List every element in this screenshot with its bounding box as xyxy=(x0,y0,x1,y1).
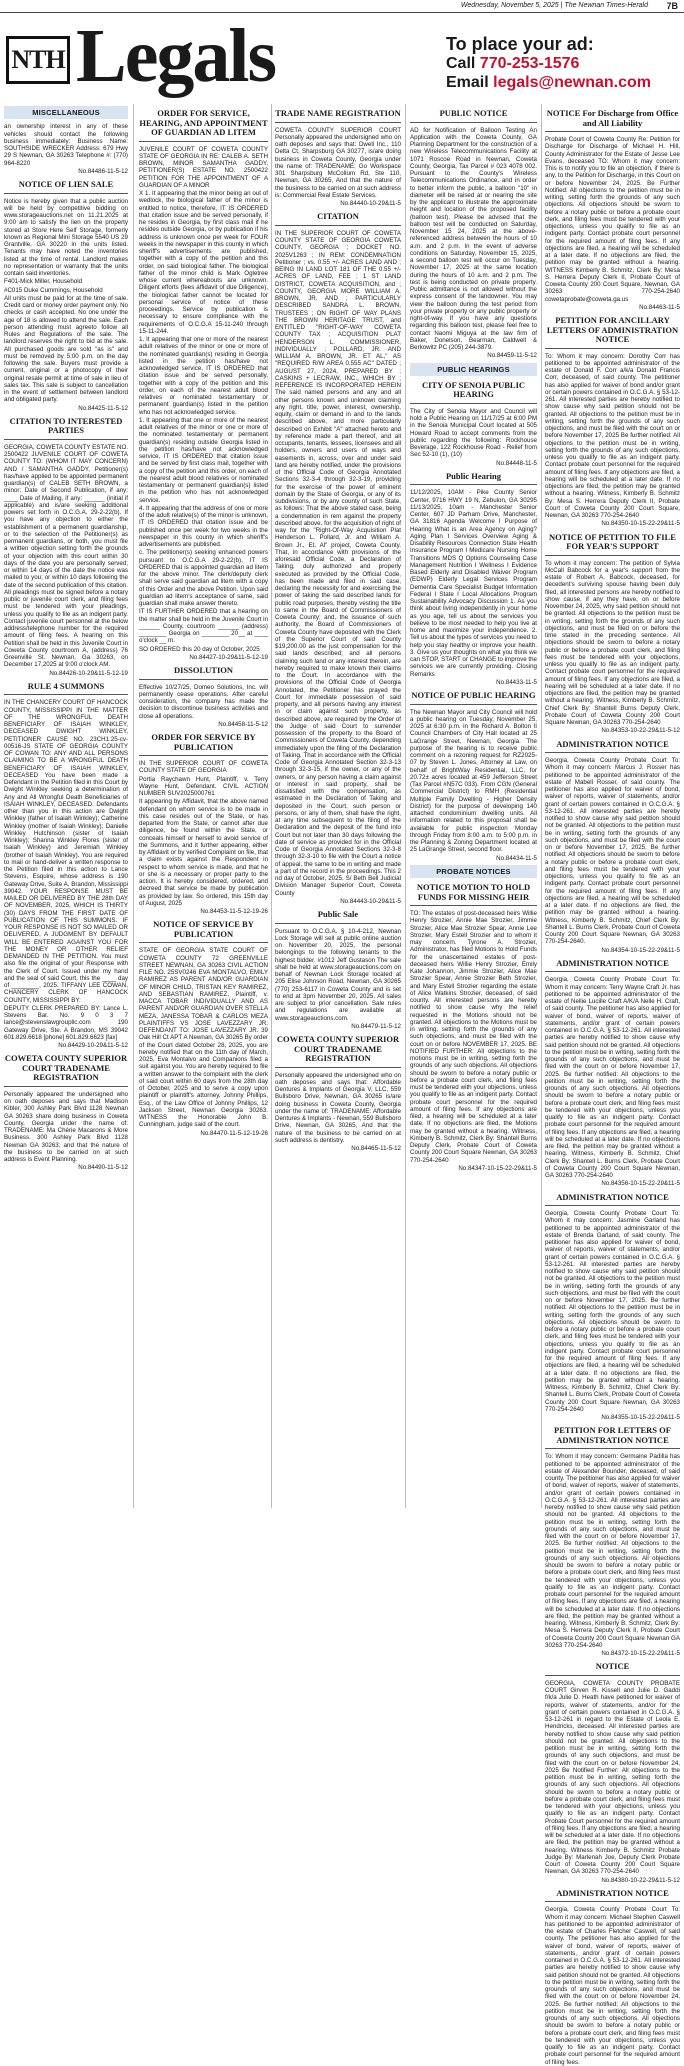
call-label: Call xyxy=(446,55,480,72)
notice-heading: ADMINISTRATION NOTICE xyxy=(545,959,680,973)
notice-body: IT IS FURTHER ORDERED that a hearing on the matter shall be held in the Juvenile Court in ______ County, courtroom ______ (address) ________ Georgia on ________ 20__ at ____ o'clock __ m. xyxy=(139,608,268,645)
notice-reference: No.84465-11-5-12 xyxy=(351,1145,401,1152)
notice-heading: COWETA COUNTY SUPERIOR COURT TRADENAME REGISTRATION xyxy=(275,1035,401,1068)
nth-logo: NTH xyxy=(6,36,70,84)
notice-reference: No.84427-10-29&11-5-12-19 xyxy=(189,653,268,661)
legal-column-2 xyxy=(139,104,268,1508)
column-divider xyxy=(271,104,272,1508)
notice-body: 4. It appearing that the address of one or more of the adult relative(s) of the minor is unknown, IT IS ORDERED that citation issue and be published once per week for two weeks in the newspaper in this county in which sheriff's advertisements are published. xyxy=(139,504,268,548)
notice-body: Georgia, Coweta County Probate Court To: Whom it may concern: Jasmine Garland has petitioned to be appointed administrator of the estate of Brenda Garland, of said county. The petitioner has also applied for waiver of bond, waiver of reports, waiver of statements, and/or grant of certain powers contained in O.C.G.A. § 53-12-261. All interested parties are hereby notified to show cause why said petition should not be granted. All objections to the petition must be in writing, setting forth the grounds of any such objections, and must be filed with the court on or before November 17, 2025. Be further notified: All objections to the petition must be in writing, setting forth the grounds of any such objections. All objections should be sworn to before a notary public or before a probate court clerk, and filing fees must be tendered with your objections, unless you qualify to file as an indigent party. Contact probate court personnel for the required amount of filing fees. If any objections are filed, a hearing will be scheduled at a later date. If no objections are filed, the petition may be granted without a hearing. Witness, Kimberly B. Schmitz, Chief Clerk By: Shantell L. Burns Clerk, Probate Court of Coweta County 200 Court Square Newnan, GA 30263 770-254-2640 xyxy=(545,1210,680,1413)
notice-reference: No.84429-10-29&11-5-12 xyxy=(58,1042,128,1049)
notice-body: STATE OF GEORGIA STATE COURT OF COWETA COUNTY 72 GREENVILLE STREET NEWNAN, GA 30263 CIVIL ACTION FILE NO. 25SV0246 EVA MONTALVO, EMILY RAMIREZ AS PARENT AND/OR GUARDIAN OF MINOR CHILD, TRISTAN KEY RAMIREZ, AND SEBASTIAN RAMIREZ, Plaintiff, v. MACCA TOBAR INDIVIDUALLY AND AS PARENT AND/OR GUARDIAN OVER STELLA MEZA, JANESSA TOBAR & CARLOS MEZA PLAINTIFFS VS JOSE LAVEZZARY JR. DEFENDANT TO: JOSE LAVEZZARY JR. 39 Oak Hill Ct APT A Newnan, GA 30265 By order of the Court dated October 28, 2025, you are hereby notified that on the 11th day of March, 2025, Eva Montalvo and Companions filed a suit against you. You are hereby required to file a written answer to the complaint with the clerk of said court within 60 days from the 28th day of October, 2025 and to serve a copy upon plaintiff or plaintiff's attorney, Johnny Phillips, Esq., of the Law Office of Johnny Phillips, 12 Jackson Street, Newnan Georgia 30263. WITNESS the Honorable John B. Cunningham, judge said of the court. xyxy=(139,947,268,1129)
notice-reference: No.84354-10-15-22-29&11-5 xyxy=(601,946,680,954)
notice-body: DEPUTY CLERK PREPARED BY: Lance L. Stevens Bar. No. 9 0 3 7 lance@stevenslawgroupllc.com 190 Gateway Drive, Ste. A Brandon, MS 39042 601.829.6618 [phone] 601.829.6623 [fax] xyxy=(4,1004,128,1041)
notice-body: Notice is hereby given that a public auction will be held by competitive bidding on www.storageauctions.net on 11.21.2025 at 9:00 am to satisfy the lien on the property stored at Store Here Self Storage, formerly known as Regional Mini Storage 5540 US 29 Grantville, GA 30220 in the units listed. Tenants may have noted the inventories listed at the time of rental. Landlord makes no representation or warranty that the units contain said inventories. xyxy=(4,197,128,277)
notice-heading: ADMINISTRATION NOTICE xyxy=(545,740,680,754)
notice-heading: RULE 4 SUMMONS xyxy=(4,682,128,696)
notice-body: 1. It appearing that one or more of the nearest adult relatives of the minor or one or more of the nominated testamentary or permanent guardian(s) residing outside Georgia listed in the petition has/have not acknowledged service, IT IS ORDERED that citation issue and be served by first class mail, together with a copy of the petition and this order, on each of the nearest adult blood relatives or nominated testamentary or permanent guardian(s) listed in the petition who has not acknowledged service. xyxy=(139,416,268,504)
masthead xyxy=(0,14,684,100)
notice-body: F401-Mick Miller, Household xyxy=(4,278,83,286)
notice-heading: DISSOLUTION xyxy=(139,666,268,680)
notice-reference: No.84463-11-5 xyxy=(639,303,680,311)
notice-reference: No.84459-11-5-12 xyxy=(487,352,537,360)
notice-heading: COWETA COUNTY SUPERIOR COURT TRADENAME REGISTRATION xyxy=(4,1054,128,1087)
notice-body: Effective 10/27/25, Domeo Solutions, Inc. will permanently cease operations. After careful consideration, the company has made the decision to discontinue business activities and close all operations. xyxy=(139,683,268,720)
notice-body: 11/12/2025, 10AM - Pike County Senior Center, 9716 HWY 19 N, Zebulon, GA 30295 11/13/2025, 10am - Manchester Senior Center, 607 JD Parham Drive, Manchester, GA 31816 Agenda Welcome I Purpose of Hearing What is an Area Agency on Aging? Aging Plan I Services Overview Aging & Disability Resources Connection State Health Insurance Program I Medicare Nursing Home Transitions MDS Q Options Counseling Case Management Nutrition I Wellness I Evidence Based Elderly and Disabled Waiver Program (EDWP) Elderly Legal Services Program Dementia Care Specialist Budget Information Federal I State I Local Allocations Program Sustainability Advocacy Discussion 1. As you think about living independently in your home as you age, tell us about the services you believe to be most needed to help you live at home and maximize your independence. 2. Tell us about the types of services you need to help you stay healthy or improve your health. 3. Give us your thoughts on what you think we can STOP, START or CHANGE to improve the services we are currently providing. Closing Remarks xyxy=(410,489,538,678)
email-link[interactable]: legals@newnan.com xyxy=(493,74,652,91)
notice-reference: No.84479-11-5-12 xyxy=(351,1022,401,1030)
notice-body: c. The petitioner(s) seeking enhanced powers pursuant to O.C.G.A 29-2-22(b), IT IS ORDERED that is appointed guardian ad litem for the above minor. The clerk/deputy clerk shall serve said guardian ad litem with a copy of this Order and the above Petition. Upon said guardian ad litem's acceptance of same, said guardian shall make answer thereto. xyxy=(139,549,268,607)
notice-reference: No.84380-10-22-29&11-5-12 xyxy=(601,1876,680,1884)
notice-heading: CITATION xyxy=(275,212,401,226)
notice-reference: No.84433-11-5 xyxy=(496,678,537,686)
notice-body: Probate Court of Coweta County Re: Petition for Discharge for Discharge of Michael H. Hill, County Administrator for the Estate of Jesse Lee Evans, deceased TO: Whom it may concern: This is to notify you to file an objection, if there is any, to the Petition for Discharge, in this Court on or before November 24, 2025. Be Further Notified: All objections to the petition must be in writing, setting forth the grounds of any such objections. All objections should be sworn to before a notary public or before a probate court clerk, and filing fees must be tendered with your objections, unless you qualify to file as an indigent party. Contact probate court personnel for the required amount of filing fees. If any objections are filed, a hearing will be scheduled at a later date. If no objections are filed, the petition may be granted without a hearing. WITNESS Kimberly B. Schmitz, Clerk By: Mesa S. Herrera Deputy Clerk II, Probate Court of Coweta County 200 Court Square, Newnan, GA 30263 770-254-2640 cowetaprobate@coweta.ga.us xyxy=(545,136,680,303)
notice-heading: PUBLIC NOTICE xyxy=(410,109,537,123)
legal-column-3 xyxy=(275,104,401,1508)
phone-number[interactable]: 770-253-1576 xyxy=(479,55,580,72)
notice-reference: No.84372-10-15-22-29&11-5 xyxy=(601,1650,680,1657)
notice-body: GEORGIA, COWETA COUNTY PROBATE COURT Girven R. Kissell and Julie D. Gaddi f/k/a Julie D. Heath have petitioned for waiver of reports, waiver of statements, and/or for the grant of certain powers contained in O.C.G.A. § 53-12-261 in regard to the Estate of Leola E. Hendricks, deceased. All interested parties are hereby notified to show cause why said petition should not be granted. All objections to the petition must be in writing, setting forth the grounds of any such objections, and must be filed with the court on or before November 24, 2025 Be Notified Further: All objections to the petition must be in writing, setting forth the grounds of any such objections. All objections should be sworn to before a notary public or before a probate court clerk, and filing fees must be tendered with your objections, unless you qualify to file as an indigent party. Contact Probate Court personnel for the required amount of filing fees. If any objections are filed, a hearing will be scheduled at a later date. If no objections are filed, the petition may be granted without a hearing. Witness Kimberly B. Schmitz Probate Judge By: Marlenah Joe, Deputy Clerk Probate Court of Coweta County 200 Court Square Newnan, GA 30263 770-254-2640 xyxy=(545,1679,680,1876)
notice-body: X 1. It appearing that the minor being an out of wedlock, the biological father of the minor is entitled to notice, therefore, IT IS ORDERED that citation issue and be served personally, if he resides in Georgia, by first class mail if he resides outside Georgia, or by publication if his address is unknown once per week for FOUR weeks in the newspaper in this county in which sheriff's advertisements are published, together with a copy of the petition and this order, on said biological father. The biological father of the minor child is Mark Ogletree whose current whereabouts are unknown. Diligent efforts (fees affidavit of due Diligence), the biological father cannot be located for personal service of notice of these proceedings. Service by publication is necessary to ensure compliance with the requirements of O.C.G.A 15-11-240 through 15-11-244. xyxy=(139,190,268,335)
notice-heading: NOTICE OF PUBLIC HEARING xyxy=(410,691,537,705)
notice-body: an ownership interest in any of these vehicles should contact the following business immediately: Business Name: SOUTHSIDE WRECKER Address: 679 Hwy 29 S Newnan, GA 30263 Telephone #: (770) 964-8220 xyxy=(4,123,128,167)
notice-body: COWETA COUNTY SUPERIOR COURT Personally appeared the undersigned who on oath deposes and says that: Dwell Inc., 110 Delta Ct, Sharpsburg GA 30277, is/are doing business in Coweta County, Georgia under the name of: TRADENAME: Go Workspace 301 Sharpsburg McCollum Rd, Ste 110, Newnan, GA 30265, And that the nature of the business to be carried on at such address is: Commercial Real Estate Services. xyxy=(275,126,401,199)
notice-body: Pursuant to O.C.G.A. § 10-4-212, Newnan Lock Storage will sell at public online auction on November 20, 2025, the personal belongings to the following tenants to the highest bidder. #1012 Jeff Gustason The sale shall be held at www.storageauctions.com on behalf of Newnan Lock Storage located at 205 Elise Johnson Road, Newnan, GA 30265 (770) 253-6117 in Coweta County and is set to end at 3pm November 20, 2025. All sales are subject to prior cancellation. Sale rules and regulations are available at www.storageauctions.com. xyxy=(275,927,401,1022)
notice-body: Personally appeared the undersigned who on oath deposes and says that: Affordable Dentures & Implants of Georgia V, LLC, 559 Bullsboro Drive, Newnan, GA 30265 is/are doing business in Coweta County, Georgia under the name of: TRADENAME: Affordable Dentures & Implants - Newnan, 559 Bullsboro Drive, Newnan, GA 30265, And that the nature of the business to be carried on at such address is dentistry. xyxy=(275,1071,401,1144)
notice-reference: No.84440-10-29&11-5 xyxy=(340,200,401,207)
notice-body: The City of Senoia Mayor and Council will hold a Public Hearing on 11/17/25 at 6:00 PM in the Senoia Municipal Court located at 505 Howard Road to accept comments from the public regarding the following: Rockhouse Beverage, 122 Rockhouse Road - Relief from Sec 52-10 (1), (10) xyxy=(410,407,537,459)
notice-heading: NOTICE OF SERVICE BY PUBLICATION xyxy=(139,920,268,943)
notice-body: GEORGIA, COWETA COUNTY ESTATE NO. 2500422 JUVENILE COURT OF COWETA COUNTY TO: (WHOM IT MAY CONCERN) AND / SAMANTHA GADDY, Petitioner(s) has/have applied to be appointed permanent guardian(s) of CALEB SETH BROWN, a minor; Date of Second Publication, if any: ____ Date of Mailing, if any: ______ (initial if applicable) and is/are seeking additional powers set forth in O.C.G.A. 29-2-22(b). If you have any objection to either the establishment of a permanent guardianship, or to the selection of the Petitioner(s) as permanent guardians, or both, you must file a written objection setting forth the grounds of your objection with this court within 30 days of the date you are personally served; or within 14 days of the date the notice was mailed to you; or within 10 days following the date of the second publication of this citation. All pleadings must be signed before a notary public or juvenile court clerk, and filing fees must be tendered with your pleadings, unless you qualify to file as an indigent party. Contact juvenile court personnel at the below address/telephone number for the required amount of filing fees. A hearing on this Petition shall be held in this Juvenile Court in Coweta County courtroom A, (address) 76 Greenville St. Newnan, Ga 30263, on December 17,2025 at 9:00 o'clock AM. xyxy=(4,443,128,669)
notice-body: 1. It appearing that one or more of the nearest adult relatives of the minor or one or more of the nominated guardian(s) residing in Georgia listed in the petition has/have not acknowledged service, IT IS ORDERED that citation issue and be served personally, together with a copy of the petition and this order, on each of the nearest adult blood relatives or nominated testamentary or permanent guardian(s) listed in the petition who has not acknowledged service. xyxy=(139,336,268,416)
notice-body: AD for Notification of Balloon Testing An Application with the Coweta County, GA Planning Department for the construction of a new Wireless Telecommunications Facility at 1071 Roscoe Road in Newnan, Coweta County, Georgia, Tax Parcel # 023 4078 002. Pursuant to the County's Wireless Telecommunications Ordinance, and in order to better inform the public, a balloon "10" in diameter will be raised at or nearing the site by the applicant to illustrate the approximate height and location of the proposed facility (balloon test). Please be advised that the balloon test will be conducted on Saturday, November 15 24, 2025 at the above-referenced address between the hours of 10 a.m. and 2 p.m. In the event of adverse conditions on Saturday, November 15, 2025, a second balloon test will occur on Tuesday, November 17, 2025 at the same location during the hours of 10 a.m. and 2 p.m. The test is being conducted on private property. Public admittance is not allowed without the express consent of the landowner. You may view the balloon during the test period from your private property or any public property or right-of-way. If you have any questions regarding this balloon test, please feel free to contact Naomi Miguya at the law firm of Baker, Donelson, Bearman, Caldwell & Berkowitz PC (205) 244-3879. xyxy=(410,126,537,351)
notice-heading: ORDER FOR SERVICE, HEARING, AND APPOINTMENT OF GUARDIAN AD LITEM xyxy=(139,109,268,142)
notice-body: To: Whom it may concern: Dorothy Corr has petitioned to be appointed administrator of the estate of Donald F. Corr a/k/a Donald Francis Corr, deceased, of said county. The petitioner has also applied for waiver of bond and/or grant or certain powers contained in O.C.G.A. § 53-12-261. All interested parties are hereby notified to show cause why said petition should not be granted. All objections to the petition must be in writing, setting forth the grounds of any such objections, and must be filed with the court on or before November 17, 2025 Be further notified: All objections to the petition must be in writing, setting forth the grounds of any such objections, unless you qualify to file as an indigent party. Contact probate court personnel for the required amount of filing fees. If any objections are filed, a hearing will be scheduled at a later date. If no objections are filed, the petition may be granted without a hearing. Witness, Kimberly B. Schmitz By: Mesa S. Herrera Deputy Clerk II, Probate Court of Coweta County 200 Court Square, Newnan, GA 30263 770-254-2640 xyxy=(545,352,680,519)
notice-reference: No.84453-11-5-12-19-26 xyxy=(200,908,268,915)
notice-reference: No.84486-11-5-12 xyxy=(78,167,128,175)
column-divider xyxy=(133,104,134,1508)
section-banner: PUBLIC HEARINGS xyxy=(410,363,537,376)
notice-reference: No.84347-10-15-22-29&11-5 xyxy=(458,1164,537,1172)
notice-reference: No.84458-11-5-12 xyxy=(218,720,268,728)
notice-heading: PETITION FOR LETTERS OF ADMINISTRATION NOTICE xyxy=(545,1426,680,1449)
notice-reference: No.84443-10-29&11-5 xyxy=(340,897,401,905)
notice-reference: No.84448-11-5 xyxy=(496,459,537,467)
notice-reference: No.84355-10-15-22-29&11-5 xyxy=(601,1414,680,1421)
notice-body: TO: The estates of post-deceased heirs Willie Henry Strozier, Annie Mae Strozier, Jimmie Strozier, Alice Mae Strozier Spear, Annie Lee Strozier, Mary Estell Strozier and to whom it may concern. Tyrone A. Strozier, Administrator, has filed Motions to Hold Funds for the unascertained estates of post-deceased heirs Willie Henry Strozier, Emily Kate Johannon, Jimmie Strozier, Alice Mae Strozier Spear, Annie Strozier Beth Strozier, and Mary Estell Strozier regarding the estate of Alice Watkins Strozier, deceased, of said county. All interested persons are hereby notified to show cause why the relief requested in the Motions should not be granted. All objections to the Motions must be in writing, setting forth the grounds of any such objections, and must be filed with the court on or before NOVEMBER 17, 2025. BE NOTIFIED FURTHER: All objections to the motions must be in writing, setting forth the grounds of any such objections. All objections should be sworn to before a notary public or before a probate court clerk, and filing fees must be tendered with your objections, unless you qualify to file as an indigent party. Contact probate court personnel for the required amount of filing fees. If any objections are filed, a hearing will be scheduled at a later date. If no objections are filed, the Motions may be granted without a hearing. Wiltness, Kimberly B. Schmitz, Clerk By: Shantell Burns Deputy Clerk, Probate Court of Coweta County 200 Court Square Newnan, GA 30263 770-254-2640 xyxy=(410,910,537,1164)
notice-body: To: Whom it may concern: Germaine Padilla has petitioned to be appointed administrator of the estate of Alexander Bounder, deceased, of said county. The petitioner has also applied for waiver of bond, waiver of reports, waiver of statements, and/or grant of certain powers contained in O.C.G.A. § 53-12-261. All interested parties are hereby notified to show cause why said petition should not be granted. All objections to the petition must be in writing, setting forth the grounds of any such objections, and must be filed with the court on or before November 17, 2025. Be further notified: All objections to the petition must be in writing, setting forth the grounds of any such objections. All objections should be sworn to before a notary public or before a probate court clerk, and filing fees must be tendered with your objections, unless you qualify to file as an indigent party. Contact probate court personnel for the required amount of filing fees. If any objections are filed, a hearing will be scheduled at a later date. If no objections are filed, the petition may be granted without a hearing. Witness, Kimberly B. Schmitz, Clerk By: Mesa S. Herrera Deputy Clerk II, Probate Court of Coweta County 200 Court Square Newnan GA 30263 770-254-2640 xyxy=(545,1453,680,1649)
notice-body: Georgia, Coweta County Probate Court To: Whom it may concern: Terry Wayne Craft Jr. has petitioned to be appointed administrator of the estate of Nellie Lucille Craft A/K/A Nelle H. Craft, of said county. The petitioner has also applied for waiver of bond, waiver of reports, waiver of statements, and/or grant of certain powers contained in O.C.G.A. § 53-12-261. All interested parties are hereby notified to show cause why said petition should not be granted. All objections to the petition must be in writing, setting forth the grounds of any such objections, and must be filed with the court on or before November 17, 2025. Be further notified: All objections to the petition must be in writing, setting forth the grounds of any such objections. All objections should be sworn to before a notary public or before a probate court clerk, and filing fees must be tendered with your objections, unless you qualify to file as an indigent party. Contact probate court personnel for the required amount of filing fees. If any objections are filed, a hearing will be scheduled at a later date. If no objections are filed, the petition may be granted without a hearing. Witness, Kimberly B. Schmitz, Chief Clerk By: Shantell L. Burns Clerk, Probate Court of Coweta County 200 Court Square Newnan, GA 30263 770-254-2640 xyxy=(545,976,680,1179)
notice-heading: CITATION TO INTERESTED PARTIES xyxy=(4,417,128,440)
notice-heading: NOTICE OF LIEN SALE xyxy=(4,180,128,194)
email-label: Email xyxy=(446,74,494,91)
notice-body: Portia Raychawn Hunt, Plaintiff, v. Terry Wayne Hunt, Defendant. CIVIL ACTION NUMBER SUV2025000761 xyxy=(139,775,268,797)
place-ad-box xyxy=(446,34,682,92)
notice-body: IN THE SUPERIOR COURT OF COWETA COUNTY STATE OF GEORGIA xyxy=(139,760,268,775)
legal-column-4 xyxy=(410,104,537,1508)
notice-body: To whom it may concern: The petition of Sylvia McCall Babcock for a year's support from the estate of Robert A. Babcock, deceased, for decedent's surviving spouse having been duly filed, all interested persons are hereby notified to show cause, if any they have, on or before November 24, 2025, why said petition should not be granted. All objections to the petition must be in writing, setting forth the grounds of any such objections, and must be filed on or before the time stated in the preceding sentence. All objections should be sworn to before a notary public or before a probate court clerk, and filing fees must be tendered with your objections, unless you qualify to file as an indigent party. Contact probate court personnel for the required amount of filing fees. If any objections are filed, a hearing will be scheduled at a later date. If no objections are filed, the petition may be granted without a hearing. Witness, Kimberly B. Schmitz, Chief Clerk By: Shantell Burns Deputy Clerk, Probate Court of Coweta County 200 Court Square Newnan, GA 30263 770-254-2640 xyxy=(545,559,680,726)
issue-date-line: Wednesday, November 5, 2025 | The Newnan Times-Herald xyxy=(460,2,648,9)
section-banner: PROBATE NOTICES xyxy=(410,865,537,878)
column-divider xyxy=(541,104,542,1508)
place-ad-heading: To place your ad: xyxy=(446,34,594,54)
notice-body: IN THE CHANCERY COURT OF HANCOCK COUNTY, MISSISSIPPI IN THE MATTER OF THE WRONGFUL DEATH BENEFICIARY OF ISAIAH WINKLEY, DECEASED DWIGHT WINKLEY, PETITIONER CAUSE NO. 23CH1:25-cv-00516-JS STATE OF GEORGIA COUNTY OF COWAN TO: ANY AND ALL PERSONS CLAIMING TO BE A WRONGFUL DEATH BENEFICIARY OF ISAIAH WINKLEY, DECEASED You have been made a Defendant in the Petition filed in this Court by Dwight Winkley seeking a determination of Any and All Wrongful Death Beneficiaries of ISAIAH WINKLEY, DECEASED. Defendants other than you in this action are Dwight Winkley (father of Isaiah Winkley); Catherine Winkley (mother of Isaiah Winkley); Danielle Winkley Hutchinson (sister of Isaiah Winkley); Shanna Winkley Flores (sister of Isaiah Winkley) and Jeremiah Winkley (brother of Isaiah Winkley). You are required to mail or hand-deliver a written response to the Petition filed in this action to Lance Stevens, Esquire, whose address is 190 Gateway Drive, Suite A, Brandon, Mississippi 39042. YOUR RESPONSE MUST BE MAILED OR DELIVERED BY THE 28th DAY OF NOVEMBER, 2025, WHICH IS THIRTY (30) DAYS FROM THE FIRST DATE OF PUBLICATION OF THIS SUMMONS. IF YOUR RESPONSE IS NOT SO MAILED OR DELIVERED, A JUDGMENT BY DEFAULT WILL BE ENTERED AGAINST YOU FOR THE MONEY OR OTHER RELIEF DEMANDED IN THE PETITION. You must also file the original of your Response with the Clerk of Court. Issued under my hand and the seal of said Court, this the ____ day of ________, 2025. TIFFANY LEE COWAN, CHANCERY CLERK OF HANCOCK COUNTY, MISSISSIPPI BY: xyxy=(4,699,128,1004)
notice-heading: ADMINISTRATION NOTICE xyxy=(545,1889,680,1903)
notice-body: Georgia, Coweta County Probate Court To: Whom it may concern: Michael Stephen Caswell has petitioned to be appointed administrator of the estate of Charles Fletcher Caswell, of said county. The petitioner has also applied for the waiver of bond, waiver of reports, waiver of statements, and/or grant of certain powers contained in O.C.G.A. § 53-12-261. All interested parties are hereby notified to show cause why said petition should not be granted. All objections to the petition must be in writing, setting forth the grounds of any such objections, and must be filed with the court on or before November 24, 2025. Be further notified: All objections to the petition must be in writing, setting forth the grounds of any such objections. All objections should be sworn to before a notary public or before a probate court clerk, and filing fees must be tendered with your objections, unless you qualify to file as an indigent party. Contact probate court personnel for the required amount of filing fees. xyxy=(545,1906,680,2066)
notice-reference: No.84470-11-5-12-19-26 xyxy=(200,1129,268,1137)
notice-body: Georgia, Coweta County Probate Court To: Whom it may concern: Marcus J. Rosser has petitioned to be appointed administrator of the estate of Mabell Rosser, of said county. The petitioner has also applied for waiver of bond, waiver of reports, waiver of statements, and/or grant of certain powers contained in O.C.G.A. § 53-12-261. All interested parties are hereby notified to show cause why said petition should not be granted. All objections to the petition must be in writing, setting forth the grounds of any such objections, and must be filed with the court on or before November 17, 2025. Be further notified: All objections should be sworn to before a notary public or before a probate court clerk, and filing fees must be tendered with your objections, unless you qualify to file as an indigent party. Contact probate court personnel for the required amount of filing fees. If any objections are filed, a hearing will be scheduled at a later date. If no objections are filed, the petition may be granted without a hearing. Witness, Kimberly B. Schmitz, Chief Clerk By: Shantell L. Burns Clerk, Probate Court of Coweta County 200 Court Square Newnan, GA 30263 770-254-2640. xyxy=(545,757,680,946)
notice-heading: PETITION FOR ANCILLARY LETTERS OF ADMINISTRATION NOTICE xyxy=(545,316,680,349)
email-line xyxy=(446,73,682,92)
notice-heading: CITY OF SENOIA PUBLIC HEARING xyxy=(410,381,537,404)
notice-reference: No.84356-10-15-22-29&11-5 xyxy=(601,1180,680,1188)
notice-heading: Public Sale xyxy=(275,910,401,924)
notice-body: JUVENILE COURT OF COWETA COUNTY STATE OF GEORGIA IN RE: CALEB A. SETH BROWN, MINOR SAMANTHA GADDY, PETITIONER(S) ESTATE NO. 2500422 PETITION FOR THE APPOINTMENT OF A GUARDIAN OF A MINOR xyxy=(139,145,268,189)
notice-heading: NOTICE MOTION TO HOLD FUNDS FOR MISSING HEIR xyxy=(410,883,537,906)
notice-heading: NOTICE OF PETITION TO FILE FOR YEAR'S SUPPORT xyxy=(545,533,680,556)
notice-body: The Newnan Mayor and City Council will hold a public hearing on Tuesday, November 25, 2025 at 6:30 p.m. in the Richard A. Bolton II Council Chambers of City Hall located at 25 LaGrange Street, Newnan, Georgia. The purpose of the hearing is to receive public comment on a rezoning request for RZ2025-07 by Steven L. Jones, Attorney at Law, on behalf of BrightWay Residential, LLC, for 20.72± acres located at 459 Jefferson Street (Tax Parcel #N57C 033). From CGN (General Commercial District) to RMH (Residential Multiple Family Dwelling - Higher Density District) for the purpose of developing 140 attached condominium dwelling units. All information related to this proposal shall be available for public inspection Monday through Friday from 8:00 a.m. to 5:00 p.m. in the Planning & Zoning Department located at 25 LaGrange Street, second floor. xyxy=(410,708,537,854)
notice-heading: Public Hearing xyxy=(410,472,537,486)
notice-body: #C015 Duke Cummings, Household xyxy=(4,286,103,294)
notice-reference: No.84353-10-22-29&11-5-12 xyxy=(601,727,680,735)
notice-reference: No.84426-10-29&11-5-12-19 xyxy=(49,669,128,677)
notice-heading: TRADE NAME REGISTRATION xyxy=(275,109,401,123)
notice-reference: No.84350-10-15-22-29&11-5 xyxy=(601,520,680,528)
notice-body: Personally appeared the undersigned who on oath deposes and says that Madison Kibler, 300 Ashley Park Blvd 1128 Newnan GA 30263 share doing business in Coweta County, Georgia under the name of: TRADENAME: Ma Chérie Macarons & More Business. 300 Ashley Park Blvd 1128 Newnan GA 30263; and that the nature of the business to be carried on at such address is Event Planning. xyxy=(4,1090,128,1163)
notice-heading: ORDER FOR SERVICE BY PUBLICATION xyxy=(139,733,268,756)
notice-body: SO ORDERED this 20 day of October, 2025 xyxy=(139,645,260,653)
call-line xyxy=(446,54,682,73)
notice-body: It appearing by Affidavit, that the above named defendant on whom service is to be made in this case resides out of the State, or has departed from the State, or cannot after due diligence, be found within the State, or conceals himself or herself to avoid service of the Summons, and it further appearing, either by Affidavit or by verified Complaint on file, that a claim exists against the Respondent in respect to whom service is made, and that he or she is a necessary or proper party to the action. It is hereby considered, ordered, and decreed that service be made by publication as provided by law. So ordered, this 15th day of August, 2025 xyxy=(139,798,268,907)
notice-body: IN THE SUPERIOR COURT OF COWETA COUNTY STATE OF GEORGIA COWETA COUNTY, GEORGIA ; DOCKET NO. 2025V1263 ; IN REM: CONDEMNATION Petitioner ; vs. 0.55 +/- ACRES LAND AND ; BEING IN LAND LOT 181 OF THE 0.55 +/- ACRES OF LAND, FEE ; 1 ST LAND DISTRICT, COWETA ACQUISITION, and ; COUNTY, GEORGIA MORE WILLIAM A. BROWN, JR. AND ; PARTICULARLY DESCRIBED SANDRA L. BROWN, TRUSTEES ; ON RIGHT OF WAY PLANS THE BROWN HERITAGE TRUST, and ENTITLED "RIGHT-OF-WAY COWETA COUNTY TAX ; ACQUISITION PLAT HENDERSON L. COMMISSIONER, INDIVIDUALLY ; POLLARD, JR. AND WILLIAM A. BROWN, JR. ET AL," AS "REQUIRED R/W AREA 0.555 AC" DATED ; AUGUST 27, 2024, PREPARED BY ; CASKINS + LECRAW, INC., WHICH BY ; REFERENCE IS INCORPORATED HEREIN The said named persons and any and all other persons known and unknown claiming any right, title, power, interest, ownership, equity, claim or demand in and to the lands described above, and more particularly described on Exhibit "A" attached hereto and by reference made a part thereof, and all occupants, tenants, lessees, licensees and all holders, owners and users of ways and easements in, across, over and under said land are hereby notified, under the provisions of the Official Code of Georgia Annotated Sections 32-3-4 through 32-3-19, providing for the exercise of the power of eminent domain by the State of Georgia, or any of its subdivisions, or by any county of such State, as follows: That the above stated case, being a condemnation in rem against the property described above, for the acquisition of right of way for the "Right-Of-Way Acquisition Plat Henderson L. Pollard, Jr. and William A. Brown Jr., Et. Al" project, Coweta County. That, in accordance with provisions of the aforesaid Official Code, a Declaration of Taking, duly authorized and properly executed as provided by the Official Code, has been made and filed in said case, declaring the necessity for and exercising the power of taking the said described lands for public road purposes, thereby vesting the title to same in the Board of Commissioners of Coweta County; and, the issuance of such authority, the Board of Commissioners of Coweta County have deposited with the Clerk of the Superior Court of said County $19,200.00 as the just compensation for the said lands described; and all persons claiming such land or any interest therein, are hereby required to make known their claims to the Court. In accordance with the provisions of the Official Code of Georgia Annotated, the Petitioner has prayed the Court for immediate possession of said property, and all persons having any interest in or claim against such property, as described above, are required by the Order of the Judge of said Court to surrender possession of the property to the Board of Commissioners of Coweta County, depending immediately upon the filing of the Declaration of Taking. That in accordance with the Official Code of Georgia Annotated Section 32-3-13 through 32-3-15, if the owner, or any of the owners, or any person having a claim against or interest in said property, shall be dissatisfied with the compensation, as estimated in the Declaration of Taking and deposited in the Court, such person or persons, or any of them, shall have the right, at any time subsequent to the filing of the Declaration and the deposit of the fund into Court but not later than 30 days following the date of service as provided for in the Official Code of Georgia Annotated Sections 32-3-8 through 32-3-10 to file with the Court a notice of appeal, the same to be in writing and made a part of the record in the proceedings. This 2 nd day of October, 2025. S/ Beth Bell Judicial Division Manager Superior Court, Coweta County xyxy=(275,229,401,897)
notice-body: All units must be paid for at the time of sale. Credit card or money order payment only. No checks or cash accepted. No one under the age of 18 is allowed to attend the sale. Each person attending must agreeto follow all Rules and Regulations of the sale. The landlord reserves the right to bid at the sale. All purchased goods are sold "as is" and must be removed by 5:00 p.m. on the day following the sale. Buyers must provide a current, original or a photocopy of their original resale permit at time of sale in lieu of sales tax. This sale is subject to cancellation in the event of settlement between landlord and obligated party. xyxy=(4,294,128,404)
notice-heading: ADMINISTRATION NOTICE xyxy=(545,1193,680,1207)
section-banner: MISCELLANEOUS xyxy=(4,106,128,119)
legal-column-1 xyxy=(4,104,128,1508)
notice-reference: No.84425-11-5-12 xyxy=(78,404,128,412)
legal-column-5 xyxy=(545,104,680,2066)
page-header-bar xyxy=(0,0,684,13)
page-number: 7B xyxy=(666,1,678,11)
notice-reference: No.84490-11-5-12 xyxy=(78,1164,128,1172)
column-divider xyxy=(405,104,406,1508)
notice-reference: No.84434-11-5 xyxy=(496,854,537,862)
notice-heading: NOTICE xyxy=(545,1662,680,1676)
section-title: Legals xyxy=(76,14,276,98)
notice-heading: NOTICE For Discharge from Office and All Liability xyxy=(545,109,680,132)
